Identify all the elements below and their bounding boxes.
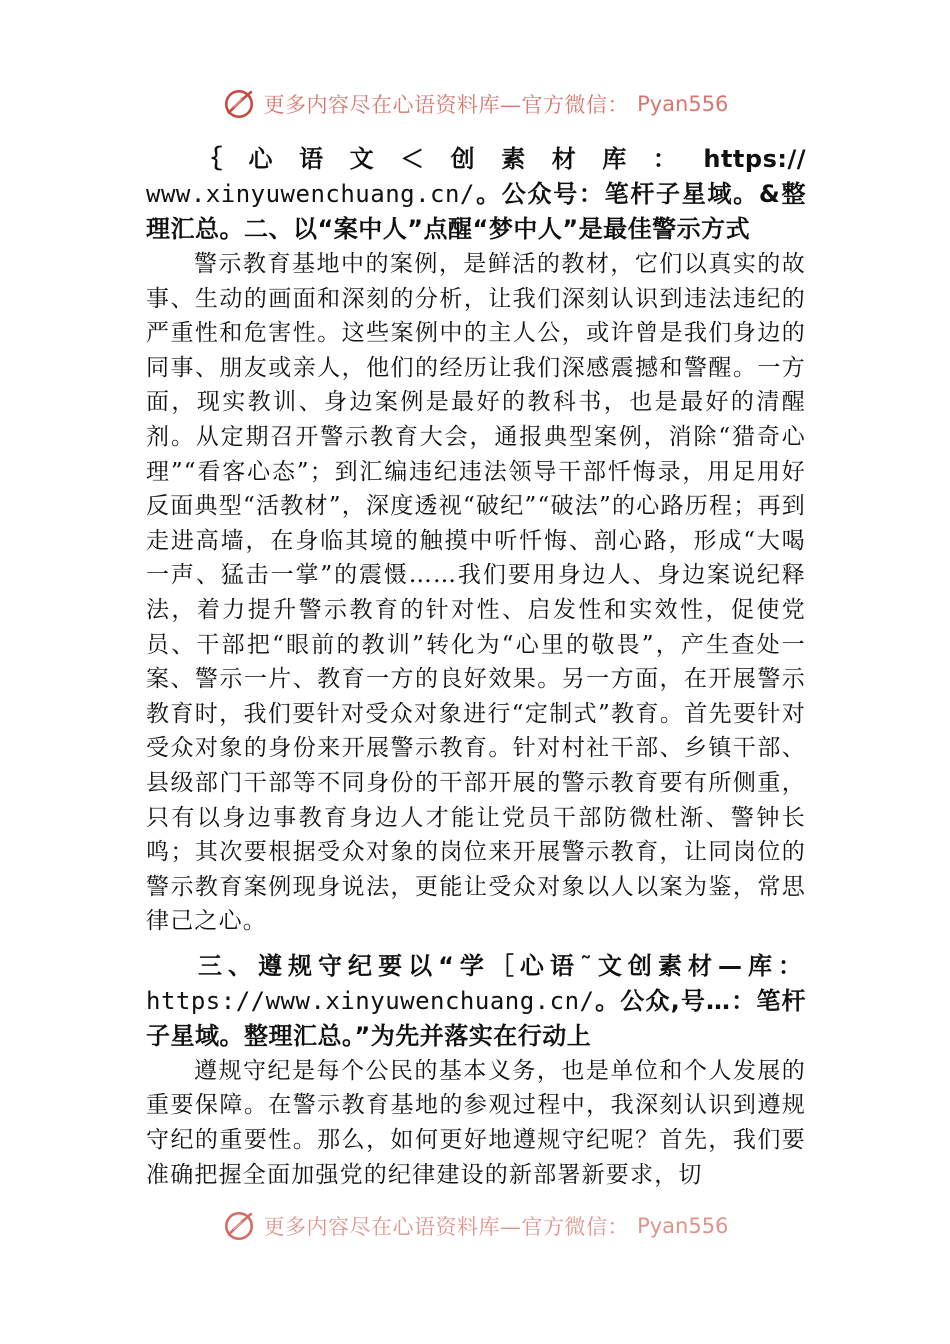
section-heading-3	[146, 949, 806, 1054]
watermark-header	[0, 84, 950, 124]
heading-text: 。公众号：笔杆子星域。&整理汇总。二、以“案中人”点醒“梦中人”是最佳警示方式	[146, 180, 806, 243]
watermark-wechat-id: Pyan556	[637, 1214, 729, 1238]
brush-logo-icon	[222, 1209, 256, 1243]
section-heading-2	[146, 142, 806, 247]
watermark-text: 更多内容尽在心语资料库—官方微信：	[263, 93, 630, 117]
document-body	[146, 142, 806, 1192]
watermark-wechat-id: Pyan556	[637, 92, 729, 116]
heading-url: www.xinyuwenchuang.cn/	[146, 180, 475, 208]
watermark-text: 更多内容尽在心语资料库—官方微信：	[263, 1215, 630, 1239]
heading-lead: 三、遵规守纪要以“学［心语˜文创素材—库：	[198, 951, 806, 980]
heading-line-1: ｛心语文＜创素材库：https://	[198, 145, 806, 173]
paragraph-warning-education: 警示教育基地中的案例，是鲜活的教材，它们以真实的故事、生动的画面和深刻的分析，让我们深刻认识到违法违纪的严重性和危害性。这些案例中的主人公，或许曾是我们身边的同事、朋友或亲人，他们的经历让我们深感震撼和警醒。一方面，现实教训、身边案例是最好的教科书，也是最好的清醒剂。从定期召开警示教育大会，通报典型案例，消除“猎奇心理”“看客心态”；到汇编违纪违法领导干部忏悔录，用足用好反面典型“活教材”，深度透视“破纪”“破法”的心路历程；再到走进高墙，在身临其境的触摸中听忏悔、剖心路，形成“大喝一声、猛击一掌”的震慑……我们要用身边人、身边案说纪释法，着力提升警示教育的针对性、启发性和实效性，促使党员、干部把“眼前的教训”转化为“心里的敬畏”，产生查处一案、警示一片、教育一方的良好效果。另一方面，在开展警示教育时，我们要针对受众对象进行“定制式”教育。首先要针对受众对象的身份来开展警示教育。针对村社干部、乡镇干部、县级部门干部等不同身份的干部开展的警示教育要有所侧重，只有以身边事教育身边人才能让党员干部防微杜渐、警钟长鸣；其次要根据受众对象的岗位来开展警示教育，让同岗位的警示教育案例现身说法，更能让受众对象以人以案为鉴，常思律己之心。	[146, 251, 806, 935]
paragraph-discipline: 遵规守纪是每个公民的基本义务，也是单位和个人发展的重要保障。在警示教育基地的参观过程中，我深刻认识到遵规守纪的重要性。那么，如何更好地遵规守纪呢？首先，我们要准确把握全面加强党的纪律建设的新部署新要求，切	[146, 1057, 806, 1188]
watermark-footer	[0, 1206, 950, 1246]
heading-text-2: 。公众,号…：笔杆子星域。整理汇总。”为先并落实在行动上	[146, 986, 806, 1050]
brush-logo-icon	[222, 87, 256, 121]
heading-url-2: https://www.xinyuwenchuang.cn/	[146, 986, 595, 1015]
